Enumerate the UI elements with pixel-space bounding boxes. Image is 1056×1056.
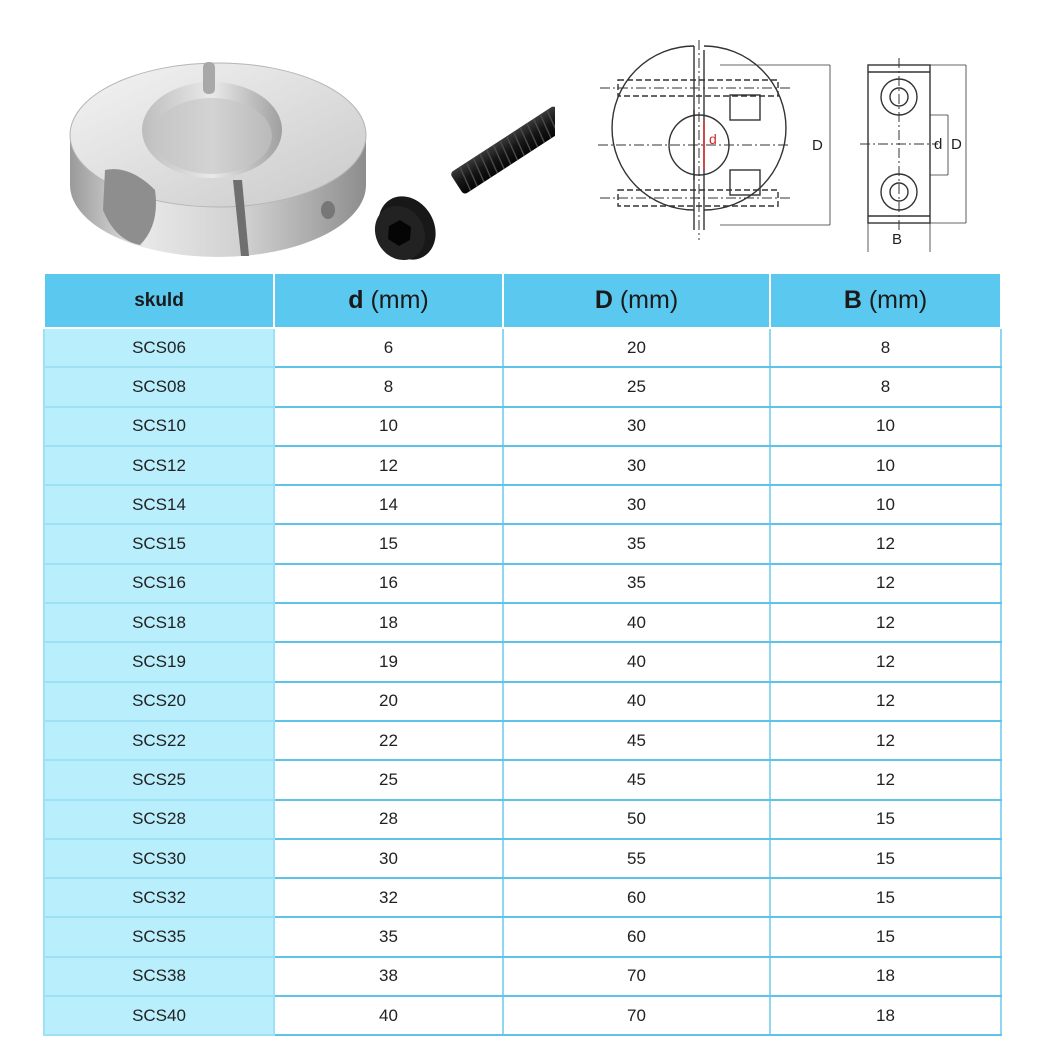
shaft-collar-image [70,62,366,257]
cell-B: 15 [770,839,1001,878]
table-row [44,524,1001,563]
cell-D: 40 [503,682,770,721]
cell-sku: SCS25 [44,760,274,799]
cell-D: 30 [503,446,770,485]
table-row [44,721,1001,760]
cell-d: 18 [274,603,503,642]
table-row [44,996,1001,1035]
cell-sku: SCS08 [44,367,274,406]
cell-B: 15 [770,800,1001,839]
cell-D: 70 [503,957,770,996]
cell-d: 20 [274,682,503,721]
cell-D: 70 [503,996,770,1035]
cell-sku: SCS38 [44,957,274,996]
cell-d: 6 [274,328,503,367]
side-label-d: d [934,136,943,153]
cell-d: 12 [274,446,503,485]
socket-screw-image [365,105,555,270]
cell-D: 20 [503,328,770,367]
header-D [503,273,770,328]
table-row [44,446,1001,485]
cell-sku: SCS35 [44,917,274,956]
cell-D: 30 [503,407,770,446]
cell-sku: SCS15 [44,524,274,563]
cell-sku: SCS22 [44,721,274,760]
cell-sku: SCS10 [44,407,274,446]
cell-B: 10 [770,485,1001,524]
table-row [44,485,1001,524]
cell-sku: SCS06 [44,328,274,367]
cell-sku: SCS14 [44,485,274,524]
cell-B: 12 [770,603,1001,642]
cell-d: 38 [274,957,503,996]
cell-D: 60 [503,878,770,917]
product-photo [55,40,555,270]
cell-d: 30 [274,839,503,878]
cell-d: 32 [274,878,503,917]
header-B [770,273,1001,328]
cell-D: 60 [503,917,770,956]
table-row [44,917,1001,956]
cell-B: 12 [770,760,1001,799]
cell-D: 55 [503,839,770,878]
cell-d: 22 [274,721,503,760]
table-row [44,603,1001,642]
cell-d: 35 [274,917,503,956]
header-D-unit: (mm) [619,286,679,314]
cell-D: 30 [503,485,770,524]
table-header-row [44,273,1001,328]
cell-sku: SCS28 [44,800,274,839]
cell-B: 12 [770,682,1001,721]
cell-D: 45 [503,760,770,799]
header-sku: skuld [44,273,274,328]
table-row [44,328,1001,367]
cell-B: 12 [770,642,1001,681]
cell-d: 8 [274,367,503,406]
front-label-D: D [812,137,823,154]
header-d [274,273,503,328]
cell-D: 35 [503,564,770,603]
cell-d: 10 [274,407,503,446]
cell-B: 8 [770,367,1001,406]
cell-sku: SCS40 [44,996,274,1035]
cell-d: 25 [274,760,503,799]
header-d-label: d [348,286,364,314]
cell-sku: SCS12 [44,446,274,485]
size-spec-table [43,272,1002,1036]
table-row [44,407,1001,446]
cell-D: 40 [503,642,770,681]
table-row [44,760,1001,799]
cell-sku: SCS20 [44,682,274,721]
table-row [44,800,1001,839]
cell-D: 40 [503,603,770,642]
cell-B: 10 [770,446,1001,485]
table-row [44,839,1001,878]
header-B-unit: (mm) [868,286,928,314]
table-row [44,367,1001,406]
cell-d: 19 [274,642,503,681]
side-label-D: D [951,136,962,153]
table-row [44,564,1001,603]
cell-B: 12 [770,721,1001,760]
cell-B: 18 [770,957,1001,996]
cell-d: 28 [274,800,503,839]
side-view-drawing [860,58,966,252]
header-D-label: D [594,286,613,314]
cell-B: 10 [770,407,1001,446]
cell-sku: SCS16 [44,564,274,603]
technical-drawing [590,40,990,260]
cell-sku: SCS32 [44,878,274,917]
front-label-d: d [709,131,717,147]
table-row [44,682,1001,721]
cell-B: 12 [770,564,1001,603]
cell-sku: SCS30 [44,839,274,878]
cell-B: 8 [770,328,1001,367]
cell-D: 35 [503,524,770,563]
header-B-label: B [843,286,862,314]
cell-D: 25 [503,367,770,406]
cell-d: 16 [274,564,503,603]
cell-d: 14 [274,485,503,524]
table-row [44,642,1001,681]
cell-B: 15 [770,917,1001,956]
cell-D: 50 [503,800,770,839]
side-label-B: B [892,231,903,248]
cell-sku: SCS18 [44,603,274,642]
header-d-unit: (mm) [370,286,429,314]
cell-D: 45 [503,721,770,760]
table-row [44,878,1001,917]
cell-d: 40 [274,996,503,1035]
cell-B: 18 [770,996,1001,1035]
cell-B: 12 [770,524,1001,563]
cell-sku: SCS19 [44,642,274,681]
cell-B: 15 [770,878,1001,917]
cell-d: 15 [274,524,503,563]
table-row [44,957,1001,996]
